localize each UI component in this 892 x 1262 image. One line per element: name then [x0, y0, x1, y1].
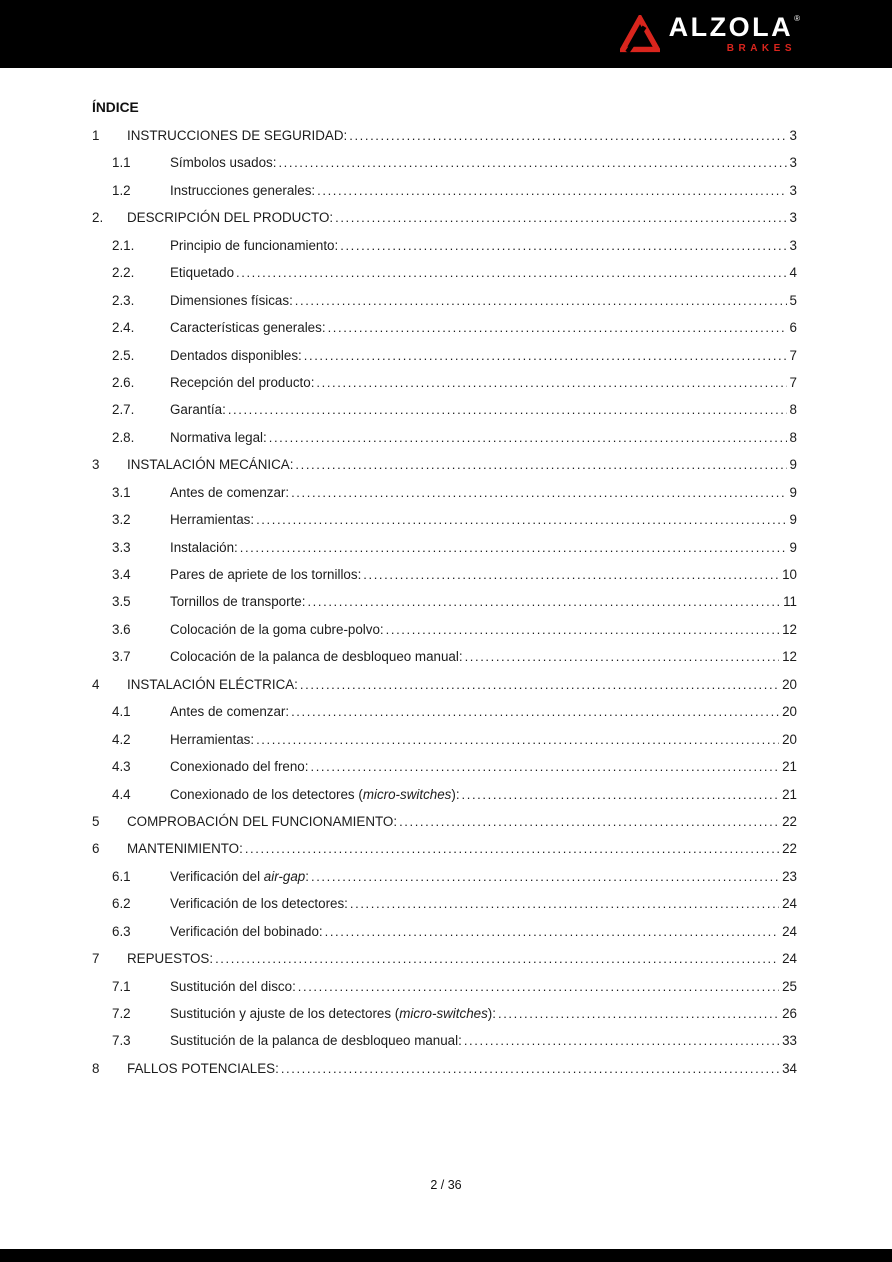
toc-entry-label — [170, 375, 314, 390]
toc-label-segment: ): — [487, 1006, 496, 1021]
toc-leader-dots — [464, 1033, 779, 1048]
toc-label-segment: Instrucciones generales: — [170, 182, 316, 198]
toc-entry-label — [170, 704, 289, 719]
toc-entry-page: 3 — [789, 155, 797, 171]
toc-label-segment: Verificación del — [170, 868, 264, 884]
toc-leader-dots — [316, 375, 786, 390]
toc-entry-number: 3.7 — [112, 649, 131, 665]
toc-leader-dots — [399, 814, 779, 829]
toc-entry-label — [170, 1006, 496, 1021]
toc-leader-dots — [328, 320, 787, 335]
toc-entry-label — [170, 567, 361, 582]
toc-entry-label — [170, 759, 308, 774]
toc-label-italic-segment: micro-switches — [362, 786, 452, 802]
toc-entry[interactable] — [92, 814, 797, 841]
toc-entry[interactable] — [92, 402, 797, 429]
toc-entry[interactable] — [92, 759, 797, 786]
toc-entry-label — [170, 320, 326, 335]
toc-entry-label — [170, 594, 305, 609]
toc-entry-page: 9 — [789, 512, 797, 528]
toc-label-segment: Instalación: — [170, 539, 238, 555]
toc-entry-page: 25 — [782, 978, 797, 994]
toc-leader-dots — [307, 594, 780, 609]
toc-entry-page: 12 — [782, 649, 797, 665]
toc-entry-number: 3.5 — [112, 594, 131, 610]
toc-label-italic-segment: micro-switches — [399, 1006, 488, 1021]
toc-entry[interactable] — [92, 540, 797, 567]
toc-label-segment: Símbolos usados: — [170, 155, 277, 171]
toc-entry-label — [170, 485, 289, 500]
toc-entry-number: 2.5. — [112, 347, 135, 363]
toc-label-segment: INSTRUCCIONES DE SEGURIDAD: — [127, 128, 348, 143]
toc-entry-label — [170, 896, 348, 911]
toc-leader-dots — [325, 924, 779, 939]
toc-entry-label — [170, 732, 254, 747]
toc-label-segment: Sustitución del disco: — [170, 978, 296, 994]
toc-entry-page: 22 — [782, 841, 797, 857]
toc-entry-label — [170, 293, 293, 308]
toc-label-segment: Herramientas: — [170, 512, 255, 528]
toc-entry-number: 7.1 — [112, 978, 131, 994]
toc-label-segment: Conexionado del freno: — [170, 759, 309, 775]
toc-label-italic-segment: air-gap — [263, 868, 306, 884]
toc-entry[interactable] — [92, 896, 797, 923]
toc-label-segment: Dimensiones físicas: — [170, 292, 293, 308]
toc-label-segment: Características generales: — [170, 320, 326, 336]
toc-leader-dots — [215, 951, 779, 966]
toc-entry-label — [127, 814, 397, 829]
toc-entry-number: 4.4 — [112, 786, 131, 802]
toc-entry-label — [127, 951, 213, 966]
toc-label-segment: Tornillos de transporte: — [170, 594, 306, 610]
toc-entry[interactable] — [92, 951, 797, 978]
brand-subtitle: BRAKES — [726, 43, 796, 54]
toc-entry[interactable] — [92, 979, 797, 1006]
brand-logo — [620, 14, 800, 54]
toc-entry[interactable] — [92, 183, 797, 210]
toc-leader-dots — [281, 1061, 779, 1076]
toc-entry[interactable] — [92, 622, 797, 649]
page-number-footer: 2 / 36 — [430, 1178, 462, 1192]
toc-label-segment: INSTALACIÓN ELÉCTRICA: — [127, 676, 298, 692]
toc-entry[interactable] — [92, 649, 797, 676]
toc-entry-label — [170, 402, 226, 417]
toc-entry[interactable] — [92, 128, 797, 155]
toc-leader-dots — [298, 979, 779, 994]
toc-label-segment: Garantía: — [170, 402, 226, 418]
toc-leader-dots — [236, 265, 787, 280]
toc-entry-label — [127, 677, 298, 692]
toc-entry-number: 6.1 — [112, 868, 131, 884]
toc-entry-number: 3.2 — [112, 512, 131, 528]
toc-entry-number: 2.7. — [112, 402, 135, 418]
toc-leader-dots — [291, 704, 779, 719]
toc-entry-number: 1.2 — [112, 182, 131, 198]
toc-entry-label — [170, 869, 309, 884]
brand-text — [669, 14, 800, 54]
toc-label-segment: REPUESTOS: — [127, 951, 214, 967]
toc-label-segment: Recepción del producto: — [170, 374, 315, 390]
toc-entry-page: 34 — [782, 1060, 797, 1076]
toc-leader-dots — [304, 348, 787, 363]
toc-entry[interactable] — [92, 594, 797, 621]
toc-entry[interactable] — [92, 924, 797, 951]
toc-entry-page: 3 — [789, 237, 797, 253]
toc-entry-page: 10 — [782, 567, 797, 582]
toc-label-segment: Antes de comenzar: — [170, 704, 290, 720]
toc-entry-label — [170, 787, 460, 802]
toc-leader-dots — [462, 787, 780, 802]
toc-entry-number: 2.1. — [112, 237, 135, 253]
toc-entry[interactable] — [92, 841, 797, 868]
toc-entry-label — [170, 540, 238, 555]
toc-entry-page: 21 — [782, 759, 797, 775]
toc-leader-dots — [269, 430, 787, 445]
toc-leader-dots — [228, 402, 787, 417]
toc-list — [92, 128, 797, 1088]
toc-leader-dots — [349, 128, 786, 143]
toc-entry-number: 5 — [92, 813, 100, 829]
toc-entry-label — [170, 979, 296, 994]
toc-entry-number: 3.3 — [112, 539, 131, 555]
toc-entry[interactable] — [92, 348, 797, 375]
toc-entry-number: 4.1 — [112, 704, 131, 720]
toc-entry[interactable] — [92, 512, 797, 539]
toc-entry-page: 11 — [783, 594, 797, 610]
toc-leader-dots — [340, 238, 786, 253]
toc-leader-dots — [335, 210, 786, 225]
toc-entry-number: 7.2 — [112, 1006, 131, 1021]
toc-entry[interactable] — [92, 265, 797, 292]
toc-label-segment: Verificación del bobinado: — [170, 923, 323, 939]
toc-label-segment: Etiquetado — [170, 265, 235, 281]
toc-entry[interactable] — [92, 869, 797, 896]
toc-leader-dots — [278, 155, 786, 170]
toc-entry-label — [170, 238, 338, 253]
toc-label-segment: Verificación de los detectores: — [170, 896, 348, 912]
toc-leader-dots — [317, 183, 786, 198]
toc-label-segment: COMPROBACIÓN DEL FUNCIONAMIENTO: — [127, 813, 398, 829]
toc-entry-number: 2.3. — [112, 292, 135, 308]
toc-entry-page: 20 — [782, 731, 797, 747]
toc-label-segment: : — [305, 868, 309, 884]
toc-entry-page: 33 — [782, 1033, 797, 1049]
toc-leader-dots — [240, 540, 787, 555]
toc-entry-number: 4.3 — [112, 759, 131, 775]
toc-entry-page: 8 — [789, 402, 797, 418]
toc-entry-number: 8 — [92, 1060, 100, 1076]
toc-entry-number: 1 — [92, 128, 100, 143]
toc-entry[interactable] — [92, 787, 797, 814]
toc-entry-number: 3 — [92, 457, 100, 473]
toc-entry-page: 3 — [789, 128, 797, 143]
toc-entry-page: 9 — [789, 539, 797, 555]
toc-entry-page: 6 — [789, 320, 797, 336]
toc-entry[interactable] — [92, 375, 797, 402]
toc-entry-page: 9 — [789, 457, 797, 473]
toc-entry-label — [170, 265, 234, 280]
toc-entry-label — [127, 457, 293, 472]
toc-label-segment: Antes de comenzar: — [170, 484, 290, 500]
toc-entry-page: 4 — [789, 265, 797, 281]
toc-entry-number: 7 — [92, 951, 100, 967]
toc-leader-dots — [310, 759, 779, 774]
toc-entry[interactable] — [92, 704, 797, 731]
toc-entry-label — [170, 348, 302, 363]
toc-entry-page: 7 — [789, 347, 797, 363]
toc-entry-page: 3 — [789, 210, 797, 226]
toc-label-segment: Conexionado de los detectores ( — [170, 786, 363, 802]
toc-entry-label — [170, 622, 384, 637]
toc-entry-page: 3 — [789, 182, 797, 198]
toc-entry-number: 6.2 — [112, 896, 131, 912]
toc-entry[interactable] — [92, 155, 797, 182]
toc-leader-dots — [295, 457, 786, 472]
alzola-triangle-icon — [620, 15, 660, 53]
toc-entry-label — [170, 649, 463, 664]
toc-entry-page: 8 — [789, 429, 797, 445]
toc-entry-number: 3.6 — [112, 621, 131, 637]
toc-label-segment: FALLOS POTENCIALES: — [127, 1060, 279, 1076]
page-content — [92, 68, 797, 1088]
toc-entry-label — [170, 1033, 462, 1048]
toc-label-segment: DESCRIPCIÓN DEL PRODUCTO: — [127, 210, 334, 226]
toc-title: ÍNDICE — [92, 100, 139, 115]
toc-leader-dots — [300, 677, 779, 692]
toc-entry-label — [127, 128, 347, 143]
toc-entry[interactable] — [92, 1061, 797, 1088]
toc-entry-label — [127, 841, 243, 856]
toc-entry-label — [127, 1061, 279, 1076]
toc-leader-dots — [386, 622, 779, 637]
toc-entry-number: 2.8. — [112, 429, 135, 445]
toc-entry-page: 22 — [782, 813, 797, 829]
toc-leader-dots — [291, 485, 786, 500]
toc-entry-number: 7.3 — [112, 1033, 131, 1049]
toc-entry-page: 21 — [782, 786, 797, 802]
header-bar — [0, 0, 892, 68]
toc-entry-number: 2.6. — [112, 374, 135, 390]
toc-leader-dots — [256, 732, 779, 747]
toc-leader-dots — [498, 1006, 779, 1021]
toc-entry[interactable] — [92, 1033, 797, 1060]
toc-entry-number: 2. — [92, 210, 104, 226]
toc-leader-dots — [363, 567, 779, 582]
toc-label-segment: Herramientas: — [170, 731, 255, 747]
toc-leader-dots — [245, 841, 779, 856]
toc-entry[interactable] — [92, 430, 797, 457]
toc-label-segment: Colocación de la goma cubre-polvo: — [170, 621, 384, 637]
toc-entry-label — [170, 155, 276, 170]
toc-entry-number: 4.2 — [112, 731, 131, 747]
toc-entry[interactable] — [92, 457, 797, 484]
toc-label-segment: MANTENIMIENTO: — [127, 841, 243, 857]
registered-trademark-icon: ® — [794, 14, 800, 23]
toc-entry-label — [127, 210, 333, 225]
toc-label-segment: Principio de funcionamiento: — [170, 237, 339, 253]
toc-label-segment: Normativa legal: — [170, 429, 267, 445]
toc-label-segment: Pares de apriete de los tornillos: — [170, 567, 362, 582]
toc-entry[interactable] — [92, 732, 797, 759]
toc-label-segment: INSTALACIÓN MECÁNICA: — [127, 457, 294, 473]
toc-entry-number: 6 — [92, 841, 100, 857]
toc-entry-page: 24 — [782, 923, 797, 939]
toc-entry-number: 2.2. — [112, 265, 135, 281]
toc-entry-number: 3.1 — [112, 484, 131, 500]
toc-entry-page: 9 — [789, 484, 797, 500]
toc-entry[interactable] — [92, 320, 797, 347]
footer-bar — [0, 1249, 892, 1262]
toc-label-segment: Dentados disponibles: — [170, 347, 302, 363]
toc-entry[interactable] — [92, 567, 797, 594]
toc-label-segment: Colocación de la palanca de desbloqueo manual: — [170, 649, 463, 665]
toc-label-segment: Sustitución de la palanca de desbloqueo manual: — [170, 1033, 462, 1049]
toc-entry-page: 20 — [782, 704, 797, 720]
toc-label-segment: Sustitución y ajuste de los detectores ( — [170, 1006, 400, 1021]
toc-entry-page: 24 — [782, 896, 797, 912]
toc-entry[interactable] — [92, 485, 797, 512]
toc-leader-dots — [311, 869, 779, 884]
toc-entry-number: 6.3 — [112, 923, 131, 939]
toc-entry-page: 24 — [782, 951, 797, 967]
toc-entry-number: 2.4. — [112, 320, 135, 336]
toc-entry-page: 12 — [782, 621, 797, 637]
toc-entry[interactable] — [92, 210, 797, 237]
toc-entry-page: 26 — [782, 1006, 797, 1021]
toc-entry-number: 4 — [92, 676, 100, 692]
toc-entry-label — [170, 512, 254, 527]
toc-entry-page: 20 — [782, 676, 797, 692]
toc-leader-dots — [350, 896, 779, 911]
toc-leader-dots — [295, 293, 787, 308]
toc-entry-label — [170, 430, 267, 445]
toc-entry-page: 5 — [789, 292, 797, 308]
toc-entry[interactable] — [92, 293, 797, 320]
toc-entry-number: 1.1 — [112, 155, 131, 171]
toc-entry-label — [170, 183, 315, 198]
toc-entry-number: 3.4 — [112, 567, 131, 582]
toc-leader-dots — [256, 512, 786, 527]
toc-entry-page: 23 — [782, 868, 797, 884]
toc-entry[interactable] — [92, 238, 797, 265]
toc-entry[interactable] — [92, 1006, 797, 1033]
toc-entry-label — [170, 924, 323, 939]
brand-name: ALZOLA — [668, 12, 794, 42]
toc-entry-page: 7 — [789, 374, 797, 390]
toc-leader-dots — [465, 649, 780, 664]
toc-entry[interactable] — [92, 677, 797, 704]
toc-label-segment: ): — [451, 786, 460, 802]
